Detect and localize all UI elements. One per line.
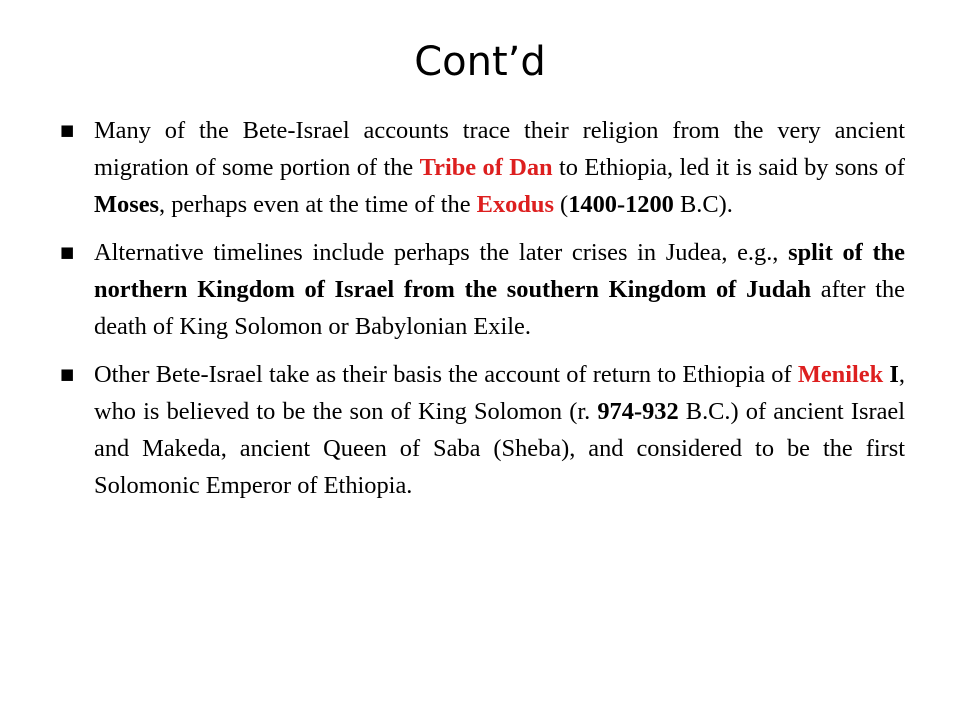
square-bullet-icon: ■ [60,243,75,261]
bullet-1-text [94,117,905,218]
bullet-2-text [94,239,905,340]
tribe-of-dan-highlight: Tribe of Dan [419,154,553,181]
square-bullet-icon: ■ [60,121,75,139]
kingdom-split-bold: split of the northern Kingdom of Israel from the southern Kingdom of Judah [94,239,905,303]
bullet-1-text-segment: , perhaps even at the time of the [159,191,477,218]
bullet-1-text-segment: ( [553,191,569,218]
bullet-3-text [94,361,905,499]
square-bullet-icon: ■ [60,365,75,383]
moses-bold: Moses [94,191,160,218]
bullet-item-2 [60,234,905,345]
bullet-1-text-segment: Many of the Bete-Israel accounts trace their religion from the very ancient migration of some portion of the [94,117,905,181]
solomon-reign-bold: 974-932 [597,398,679,425]
bullet-3-text-segment: , who is believed to be the son of King Solomon (r. [94,361,905,425]
bullet-item-1 [60,112,905,223]
slide-title: Cont’d [414,39,546,85]
bullet-2-text-segment: Alternative timelines include perhaps the later crises in Judea, e.g., [94,239,789,266]
exodus-highlight: Exodus [476,191,554,218]
bullet-1-text-segment: to Ethiopia, led it is said by sons of [552,154,905,181]
exodus-dates-bold: 1400-1200 [568,191,674,218]
menilek-numeral-bold: I [889,361,899,388]
slide-body [60,112,905,515]
bullet-3-text-segment: Other Bete-Israel take as their basis the account of return to Ethiopia of [94,361,798,388]
bullet-2-text-segment: after the death of King Solomon or Babylonian Exile. [94,276,905,340]
bullet-item-3 [60,356,905,504]
bullet-3-text-segment: B.C.) of ancient Israel and Makeda, ancient Queen of Saba (Sheba), and considered to be the first Solomonic Emperor of Ethiopia. [94,398,905,499]
menilek-highlight: Menilek [797,361,884,388]
bullet-1-text-segment: B.C). [673,191,733,218]
